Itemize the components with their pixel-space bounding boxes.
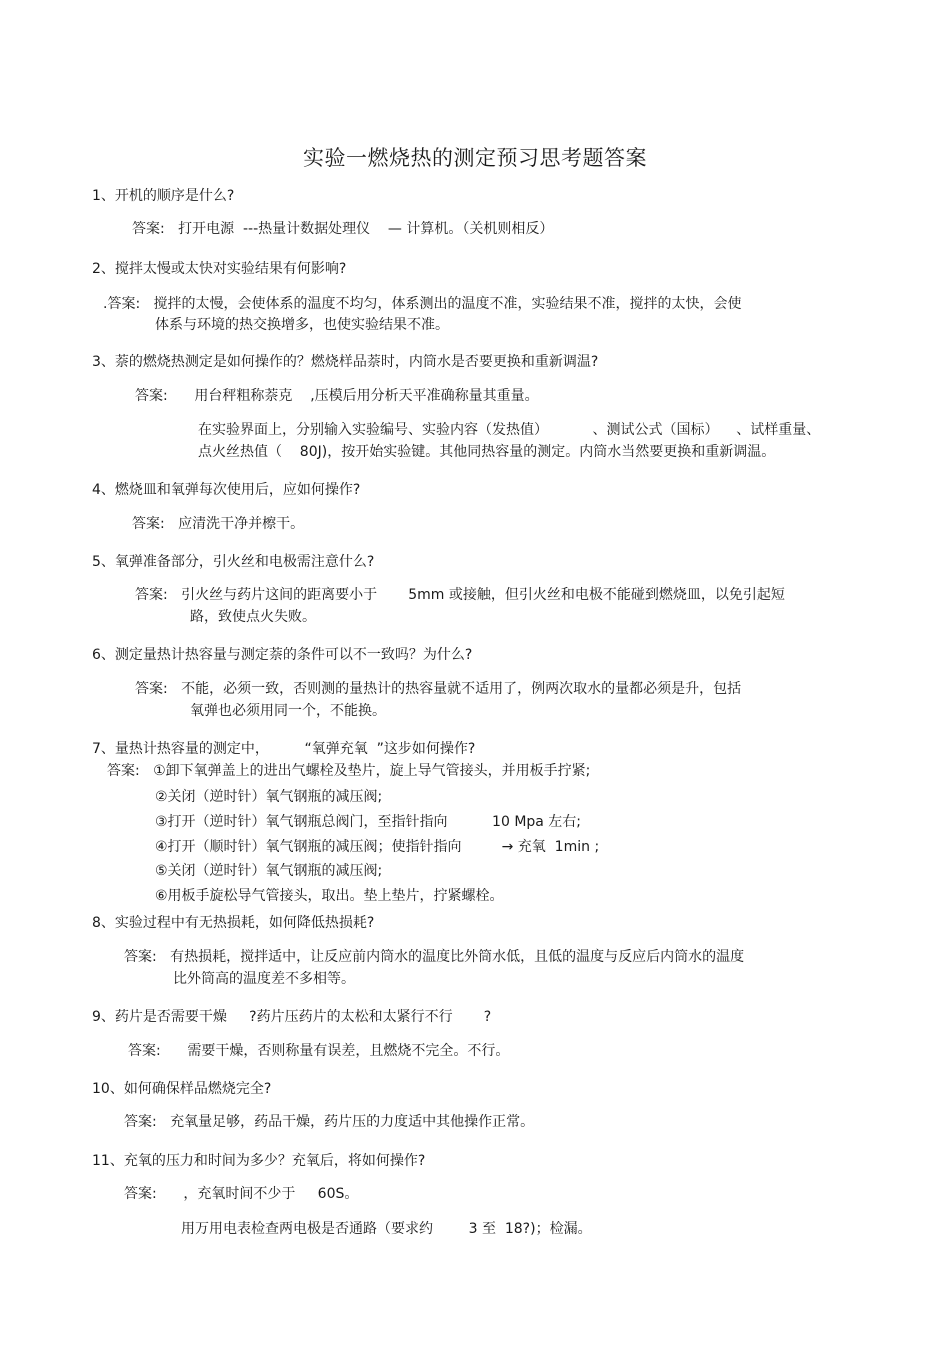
text-line: 比外筒高的温度差不多相等。	[173, 971, 355, 987]
text-line: ④打开（顺时针）氧气钢瓶的减压阀；使指针指向 → 充氧 1min ;	[155, 839, 600, 855]
text-line: ⑥用板手旋松导气管接头，取出。垫上垫片，拧紧螺栓。	[155, 888, 504, 904]
text-line: ③打开（逆时针）氧气钢瓶总阀门，至指针指向 10 Mpa 左右;	[155, 814, 582, 830]
text-line: 氧弹也必须用同一个，不能换。	[190, 703, 386, 719]
text-line: 点火丝热值（ 80J)，按开始实验键。其他同热容量的测定。内筒水当然要更换和重新调温。	[198, 444, 776, 460]
text-line: 10、如何确保样品燃烧完全?	[92, 1081, 272, 1097]
text-line: .答案: 搅拌的太慢，会使体系的温度不均匀，体系测出的温度不准，实验结果不准，搅拌的太快，会使	[103, 296, 742, 312]
text-line: 4、燃烧皿和氧弹每次使用后，应如何操作?	[92, 482, 361, 498]
text-line: 1、开机的顺序是什么?	[92, 188, 235, 204]
text-line: 7、量热计热容量的测定中， “氧弹充氧 ”这步如何操作?	[92, 741, 476, 757]
text-line: 用万用电表检查两电极是否通路（要求约 3 至 18?)；检漏。	[181, 1221, 592, 1237]
text-line: 答案: 应清洗干净并檫干。	[132, 516, 305, 532]
text-line: 答案: 打开电源 ---热量计数据处理仪 — 计算机。（关机则相反）	[132, 221, 554, 237]
text-line: 8、实验过程中有无热损耗，如何降低热损耗?	[92, 915, 375, 931]
text-line: 答案: 有热损耗，搅拌适中，让反应前内筒水的温度比外筒水低，且低的温度与反应后内筒水的温度	[124, 949, 745, 965]
text-line: ②关闭（逆时针）氧气钢瓶的减压阀;	[155, 789, 383, 805]
text-line: 答案: 需要干燥，否则称量有误差，且燃烧不完全。不行。	[128, 1043, 510, 1059]
text-line: 答案: 用台秤粗称萘克 ,压模后用分析天平准确称量其重量。	[135, 388, 539, 404]
text-line: 6、测定量热计热容量与测定萘的条件可以不一致吗？为什么?	[92, 647, 473, 663]
text-line: 体系与环境的热交换增多，也使实验结果不准。	[155, 317, 449, 333]
text-line: 路，致使点火失败。	[190, 609, 316, 625]
text-line: 答案: ①卸下氧弹盖上的进出气螺栓及垫片，旋上导气管接头，并用板手拧紧;	[107, 763, 591, 779]
text-line: 2、搅拌太慢或太快对实验结果有何影响?	[92, 261, 347, 277]
text-line: 9、药片是否需要干燥 ?药片压药片的太松和太紧行不行 ?	[92, 1009, 492, 1025]
text-line: 11、充氧的压力和时间为多少？充氧后，将如何操作?	[92, 1153, 426, 1169]
text-line: ⑤关闭（逆时针）氧气钢瓶的减压阀;	[155, 863, 383, 879]
text-line: 在实验界面上，分别输入实验编号、实验内容（发热值） 、测试公式（国标） 、试样重量、	[198, 422, 821, 438]
text-line: 答案: 充氧量足够，药品干燥，药片压的力度适中其他操作正常。	[124, 1114, 535, 1130]
text-line: 答案: 引火丝与药片这间的距离要小于 5mm 或接触，但引火丝和电极不能碰到燃烧皿，以免引起短	[135, 587, 785, 603]
page-title: 实验一燃烧热的测定预习思考题答案	[303, 146, 647, 170]
text-line: 答案: 不能，必须一致，否则测的量热计的热容量就不适用了，例两次取水的量都必须是升，包括	[135, 681, 742, 697]
text-line: 答案: ，充氧时间不少于 60S。	[124, 1186, 359, 1202]
text-line: 3、萘的燃烧热测定是如何操作的？燃烧样品萘时，内筒水是否要更换和重新调温?	[92, 354, 599, 370]
text-line: 5、氧弹准备部分，引火丝和电极需注意什么?	[92, 554, 375, 570]
